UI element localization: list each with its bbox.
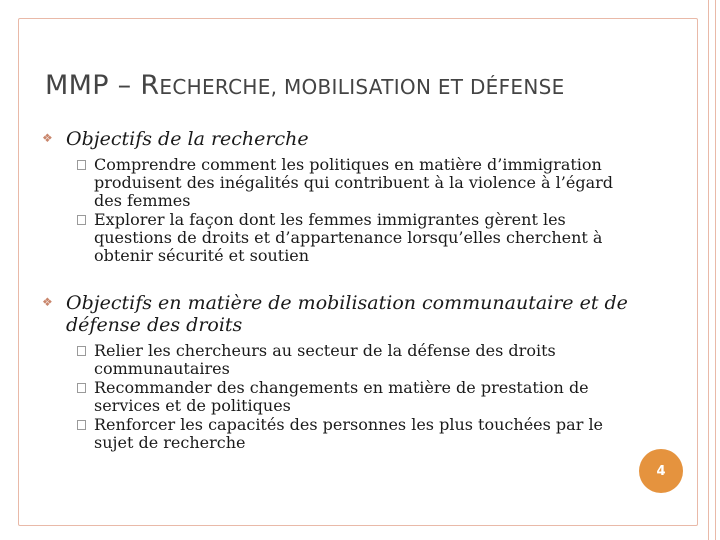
slide-title-part1: MMP – R [45, 70, 160, 101]
list-item [40, 211, 640, 265]
section-heading-research [40, 128, 640, 150]
checkbox-bullet-icon [77, 383, 86, 393]
checkbox-bullet-icon [77, 420, 86, 430]
page-number-badge [639, 449, 683, 493]
page-number: 4 [656, 463, 666, 479]
checkbox-bullet-icon [77, 215, 86, 225]
bullet-icon: ❖ [42, 131, 53, 145]
list-item-text: Explorer la façon dont les femmes immigrantes gèrent les questions de droits et d’appartenance lorsqu’elles cherchent à obtenir sécurité et soutien [94, 210, 603, 265]
list-item-text: Relier les chercheurs au secteur de la défense des droits communautaires [94, 341, 556, 378]
checkbox-bullet-icon [77, 346, 86, 356]
list-item [40, 416, 640, 452]
list-item [40, 379, 640, 415]
slide-content [40, 128, 640, 453]
section-heading-mobilisation [40, 292, 640, 336]
checkbox-bullet-icon [77, 160, 86, 170]
list-item [40, 156, 640, 210]
list-item-text: Comprendre comment les politiques en matière d’immigration produisent des inégalités qui contribuent à la violence à l’égard des femmes [94, 155, 614, 210]
slide-title [45, 70, 565, 101]
bullet-icon: ❖ [42, 295, 53, 309]
list-item-text: Recommander des changements en matière de prestation de services et de politiques [94, 378, 589, 415]
slide-frame-edge [708, 0, 716, 540]
list-item [40, 342, 640, 378]
section-heading-label: Objectifs de la recherche [66, 128, 309, 150]
section-heading-label: Objectifs en matière de mobilisation communautaire et de défense des droits [66, 292, 628, 336]
list-item-text: Renforcer les capacités des personnes les plus touchées par le sujet de recherche [94, 415, 604, 452]
slide-title-part2: ECHERCHE, MOBILISATION ET DÉFENSE [159, 75, 565, 99]
